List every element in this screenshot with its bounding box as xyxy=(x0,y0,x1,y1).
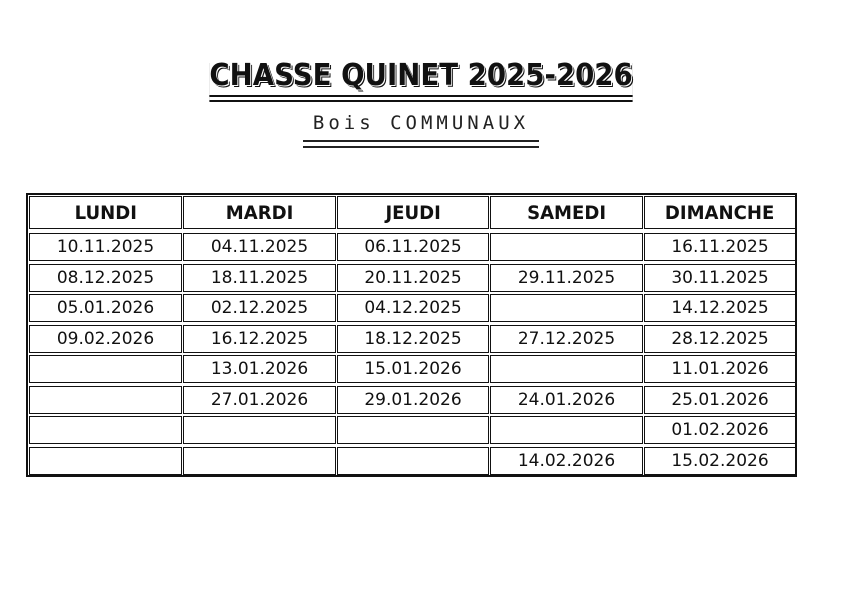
table-cell xyxy=(29,355,182,383)
table-cell xyxy=(29,386,182,414)
table-cell: 04.11.2025 xyxy=(183,233,336,261)
table-cell xyxy=(183,447,336,475)
table-cell: 01.02.2026 xyxy=(644,416,796,444)
table-cell xyxy=(490,416,643,444)
table-cell: 25.01.2026 xyxy=(644,386,796,414)
table-cell: 29.11.2025 xyxy=(490,264,643,292)
column-header-mardi xyxy=(183,196,336,229)
table-cell: 04.12.2025 xyxy=(337,294,489,322)
table-cell xyxy=(29,416,182,444)
table-cell: 14.02.2026 xyxy=(490,447,643,475)
column-header-jeudi xyxy=(337,196,489,229)
table-cell: 09.02.2026 xyxy=(29,325,182,353)
page-title: CHASSE QUINET 2025-2026 xyxy=(209,58,632,97)
table-cell: 27.12.2025 xyxy=(490,325,643,353)
table-cell xyxy=(337,447,489,475)
column-header-samedi xyxy=(490,196,643,229)
table-cell: 14.12.2025 xyxy=(644,294,796,322)
table-cell: 08.12.2025 xyxy=(29,264,182,292)
column-header-label: MARDI xyxy=(225,201,294,224)
page-subtitle: Bois COMMUNAUX xyxy=(303,112,539,142)
page-title-wrapper xyxy=(0,58,842,97)
column-header-dimanche xyxy=(644,196,796,229)
table-cell: 02.12.2025 xyxy=(183,294,336,322)
table-cell: 11.01.2026 xyxy=(644,355,796,383)
table-cell: 10.11.2025 xyxy=(29,233,182,261)
table-cell: 13.01.2026 xyxy=(183,355,336,383)
column-header-label: SAMEDI xyxy=(527,201,606,224)
page-subtitle-wrapper xyxy=(0,112,842,142)
table-cell xyxy=(29,447,182,475)
column-mardi xyxy=(183,196,336,477)
table-cell: 18.12.2025 xyxy=(337,325,489,353)
table-cell: 27.01.2026 xyxy=(183,386,336,414)
table-cell: 18.11.2025 xyxy=(183,264,336,292)
table-cell xyxy=(337,416,489,444)
table-cell xyxy=(490,294,643,322)
table-cell: 15.02.2026 xyxy=(644,447,796,475)
table-cell: 24.01.2026 xyxy=(490,386,643,414)
column-samedi xyxy=(490,196,643,477)
column-dimanche xyxy=(644,196,796,477)
column-header-label: JEUDI xyxy=(385,201,441,224)
table-cell xyxy=(490,233,643,261)
column-lundi xyxy=(29,196,182,477)
table-cell xyxy=(183,416,336,444)
table-cell: 30.11.2025 xyxy=(644,264,796,292)
column-header-label: LUNDI xyxy=(74,201,137,224)
column-jeudi xyxy=(337,196,489,477)
column-header-label: DIMANCHE xyxy=(665,201,775,224)
table-cell: 20.11.2025 xyxy=(337,264,489,292)
table-cell: 29.01.2026 xyxy=(337,386,489,414)
table-cell xyxy=(490,355,643,383)
table-cell: 28.12.2025 xyxy=(644,325,796,353)
column-header-lundi xyxy=(29,196,182,229)
table-cell: 06.11.2025 xyxy=(337,233,489,261)
table-cell: 16.12.2025 xyxy=(183,325,336,353)
table-cell: 16.11.2025 xyxy=(644,233,796,261)
schedule-table xyxy=(29,196,795,477)
table-cell: 15.01.2026 xyxy=(337,355,489,383)
table-cell: 05.01.2026 xyxy=(29,294,182,322)
